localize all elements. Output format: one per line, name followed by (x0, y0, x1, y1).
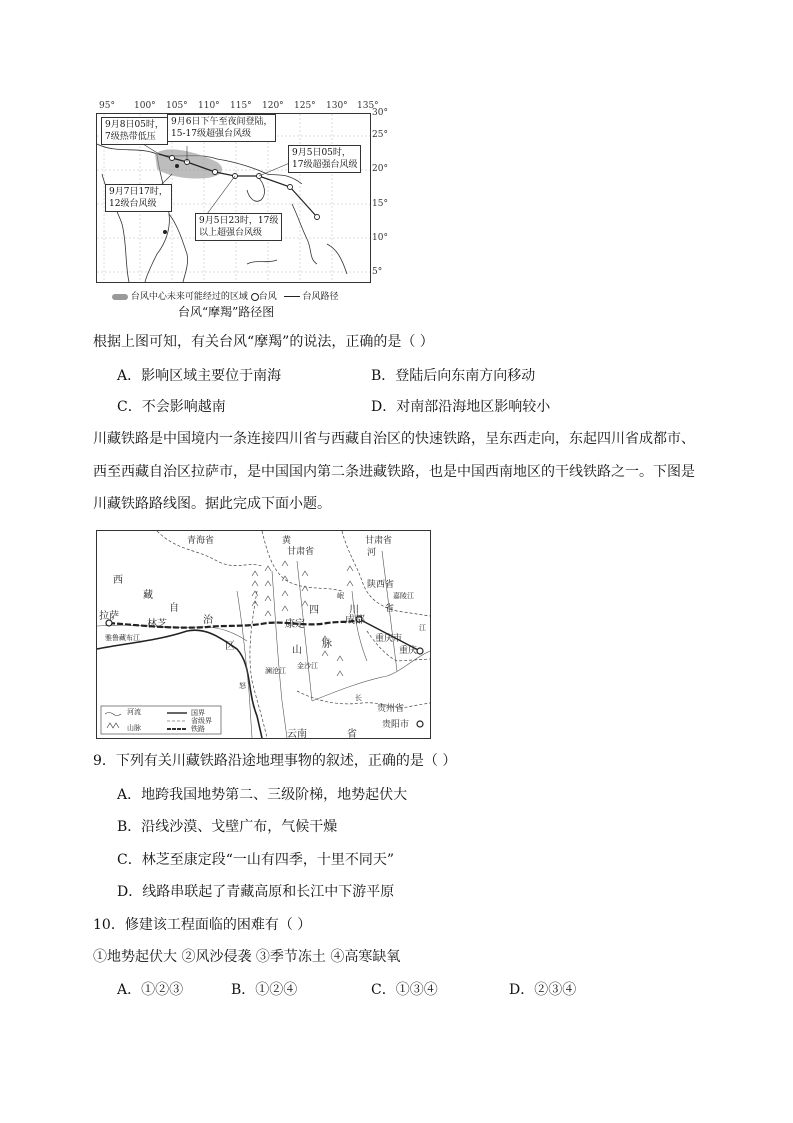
intro-line-3: 川藏铁路路线图。据此完成下面小题。 (93, 496, 331, 512)
question-9-stem: 9．下列有关川藏铁路沿途地理事物的叙述，正确的是（ ） (93, 753, 457, 769)
callout-sep6: 9月6日下午至夜间登陆， 15-17级超强台风级 (167, 114, 276, 142)
label-shaanxi: 陕西省 (367, 580, 395, 590)
lat-tick: 5° (372, 267, 383, 277)
question-10-stem: 10．修建该工程面临的困难有（ ） (93, 917, 312, 933)
legend-national-border: 国界 (191, 709, 205, 717)
legend-provincial-border: 省级界 (191, 717, 212, 725)
typhoon-icon (251, 293, 259, 301)
label-zhi: 治 (203, 615, 213, 626)
option-c[interactable]: C．不会影响越南 (117, 399, 226, 415)
option-b[interactable]: B．登陆后向东南方向移动 (371, 368, 536, 384)
callout-sep7: 9月7日17时， 12级台风级 (105, 184, 172, 212)
question-10-items: ①地势起伏大 ②风沙侵袭 ③季节冻土 ④高寒缺氧 (93, 949, 401, 965)
label-min: 岷 (337, 592, 344, 600)
lon-tick: 105° (166, 101, 188, 111)
q9-option-b[interactable]: B．沿线沙漠、戈壁广布，气候干燥 (117, 819, 338, 835)
label-shan: 山 (292, 645, 302, 656)
label-si: 四 (309, 605, 319, 616)
lat-tick: 20° (372, 164, 388, 174)
q10-option-a[interactable]: A．①②③ (117, 982, 184, 998)
option-a[interactable]: A．影响区域主要位于南海 (117, 368, 282, 384)
typhoon-map-caption: 台风“摩羯”路径图 (178, 305, 275, 319)
typhoon-map-frame (96, 113, 371, 283)
label-zang: 藏 (143, 590, 153, 601)
label-lancang: 澜沧江 (265, 667, 286, 675)
railway-map-frame (96, 530, 431, 739)
callout-sep5-05: 9月5日05时， 17级超强台风级 (288, 145, 361, 173)
label-yarlung: 雅鲁藏布江 (105, 634, 140, 642)
label-qinghai: 青海省 (187, 536, 215, 546)
label-nu: 怒 (239, 682, 246, 690)
lon-tick: 120° (262, 101, 284, 111)
label-yunnan: 云南 (287, 729, 307, 739)
label-xi: 西 (113, 575, 123, 586)
lon-tick: 100° (134, 101, 156, 111)
intro-line-1: 川藏铁路是中国境内一条连接四川省与西藏自治区的快速铁路，呈东西走向，东起四川省成都市、 (93, 431, 695, 447)
legend-railway: 铁路 (191, 725, 205, 733)
label-qu: 区 (225, 641, 235, 652)
label-he: 河 (367, 548, 377, 558)
label-chengdu: 成都 (345, 615, 365, 626)
q10-option-d[interactable]: D．②③④ (509, 982, 577, 998)
label-chang: 长 (355, 694, 362, 702)
label-lasa: 拉萨 (99, 611, 119, 622)
label-jiang: 江 (419, 624, 426, 632)
intro-line-2: 西至西藏自治区拉萨市，是中国国内第二条进藏铁路，也是中国西南地区的干线铁路之一。下图是 (93, 464, 695, 480)
label-jialing: 嘉陵江 (393, 592, 414, 600)
label-kangding: 康定 (285, 619, 305, 630)
label-yunnan-sheng: 省 (347, 729, 357, 739)
lon-tick: 95° (99, 101, 115, 111)
q9-option-c[interactable]: C．林芝至康定段“一山有四季，十里不同天” (117, 852, 395, 868)
label-guiyang: 贵阳市 (382, 720, 410, 730)
lon-tick: 110° (198, 101, 220, 111)
label-zi: 自 (169, 603, 179, 614)
label-sheng: 省 (385, 604, 395, 614)
callout-sep8: 9月8日05时， 7级热带低压 (101, 117, 168, 145)
lat-tick: 15° (372, 199, 388, 209)
legend-river: 河流 (127, 708, 141, 716)
option-d[interactable]: D．对南部沿海地区影响较小 (371, 399, 551, 415)
label-chongqingshi: 重庆市 (375, 634, 403, 644)
lat-tick: 10° (372, 233, 388, 243)
label-gansu-2: 甘肃省 (365, 536, 393, 546)
legend-mountain: 山脉 (127, 724, 141, 732)
lon-tick: 135° (357, 101, 379, 111)
lon-tick: 115° (230, 101, 252, 111)
label-huang: 黄 (282, 536, 292, 546)
lat-tick: 30° (372, 108, 388, 118)
typhoon-map-legend: 台风中心未来可能经过的区域 台风 台风路径 (112, 289, 339, 302)
forecast-area-icon (112, 294, 128, 300)
label-mai: 脉 (322, 639, 332, 650)
track-line-icon (284, 296, 300, 297)
label-chongqing: 重庆 (399, 646, 418, 656)
question-typhoon-stem: 根据上图可知，有关台风“摩羯”的说法，正确的是（ ） (93, 334, 434, 350)
lon-tick: 130° (326, 101, 348, 111)
q9-option-a[interactable]: A．地跨我国地势第二、三级阶梯，地势起伏大 (117, 787, 408, 803)
label-jinsha: 金沙江 (297, 662, 318, 670)
label-guizhou: 贵州省 (377, 704, 405, 714)
label-chuan: 川 (349, 605, 359, 616)
q10-option-c[interactable]: C．①③④ (371, 982, 438, 998)
lon-tick: 125° (294, 101, 316, 111)
label-linzhi: 林芝 (147, 619, 167, 630)
q9-option-d[interactable]: D．线路串联起了青藏高原和长江中下游平原 (117, 884, 395, 900)
lat-tick: 25° (372, 130, 388, 140)
label-gansu-1: 甘肃省 (287, 547, 315, 557)
q10-option-b[interactable]: B．①②④ (231, 982, 298, 998)
callout-sep5-23: 9月5日23时，17级 以上超强台风级 (195, 213, 282, 241)
